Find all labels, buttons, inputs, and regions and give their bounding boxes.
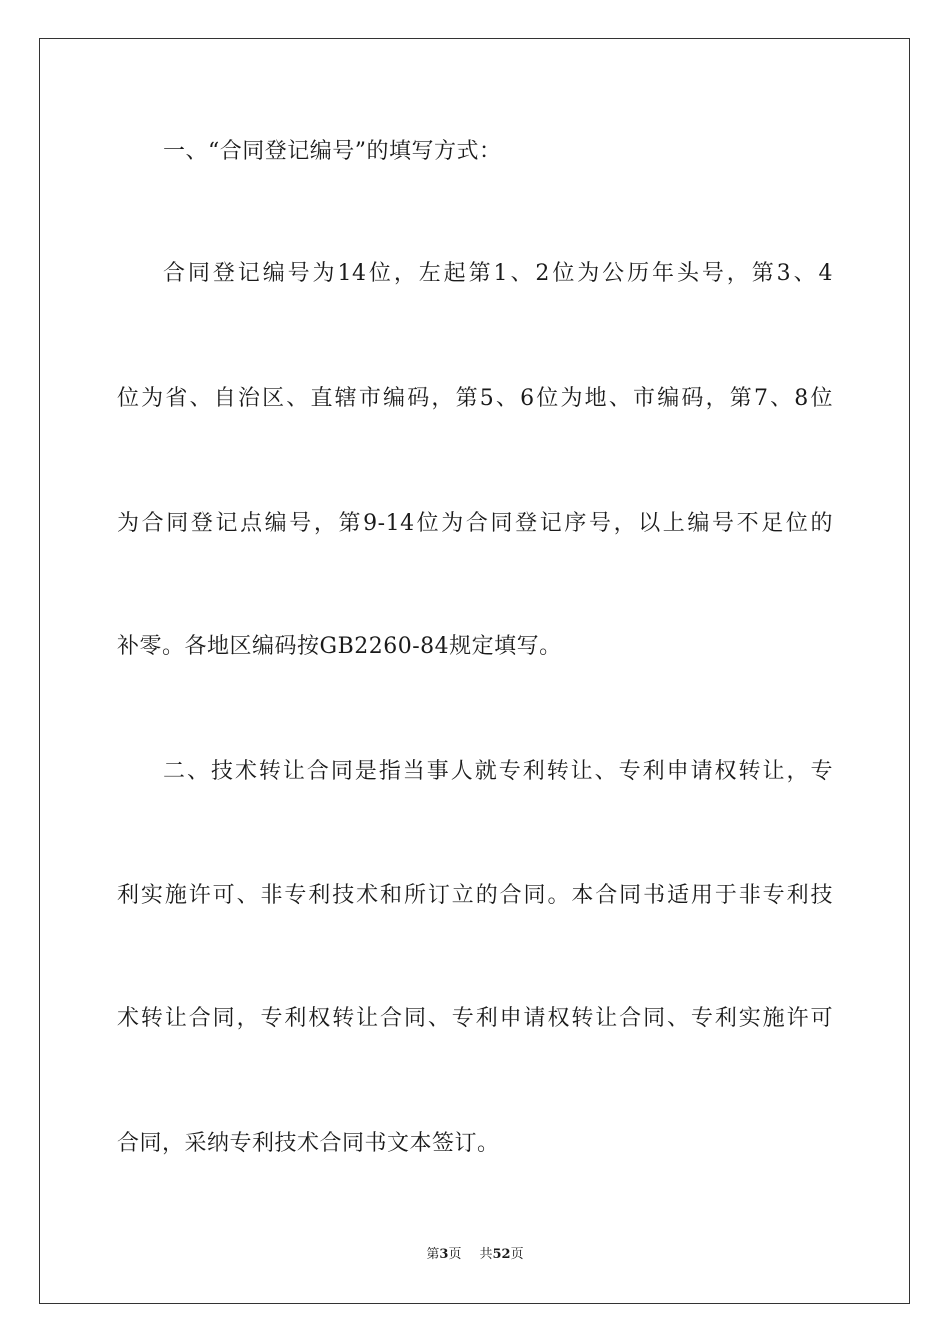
paragraph-2-line-1: 合同登记编号为14位，左起第1、2位为公历年头号，第3、4 — [163, 261, 833, 286]
paragraph-2-line-3: 为合同登记点编号，第9-14位为合同登记序号，以上编号不足位的 — [117, 511, 833, 536]
paragraph-3-line-3: 术转让合同，专利权转让合同、专利申请权转让合同、专利实施许可 — [117, 1006, 833, 1031]
page-footer — [0, 1246, 950, 1264]
paragraph-3-line-2: 利实施许可、非专利技术和所订立的合同。本合同书适用于非专利技 — [117, 883, 833, 908]
page-border — [39, 38, 910, 1304]
paragraph-3-line-4: 合同，采纳专利技术合同书文本签订。 — [117, 1131, 500, 1156]
paragraph-2-line-4: 补零。各地区编码按GB2260-84规定填写。 — [117, 634, 562, 659]
footer-total-prefix: 共 — [479, 1247, 493, 1262]
paragraph-2-line-2: 位为省、自治区、直辖市编码，第5、6位为地、市编码，第7、8位 — [117, 386, 833, 411]
paragraph-1-line-1: 一、“合同登记编号”的填写方式： — [163, 139, 502, 164]
paragraph-3-line-1: 二、技术转让合同是指当事人就专利转让、专利申请权转让，专 — [163, 759, 833, 784]
footer-page-suffix: 页 — [448, 1247, 462, 1262]
footer-total-pages: 52 — [492, 1247, 511, 1262]
footer-total-suffix: 页 — [510, 1247, 524, 1262]
footer-page-prefix: 第 — [426, 1247, 440, 1262]
footer-page-number: 3 — [439, 1247, 449, 1262]
